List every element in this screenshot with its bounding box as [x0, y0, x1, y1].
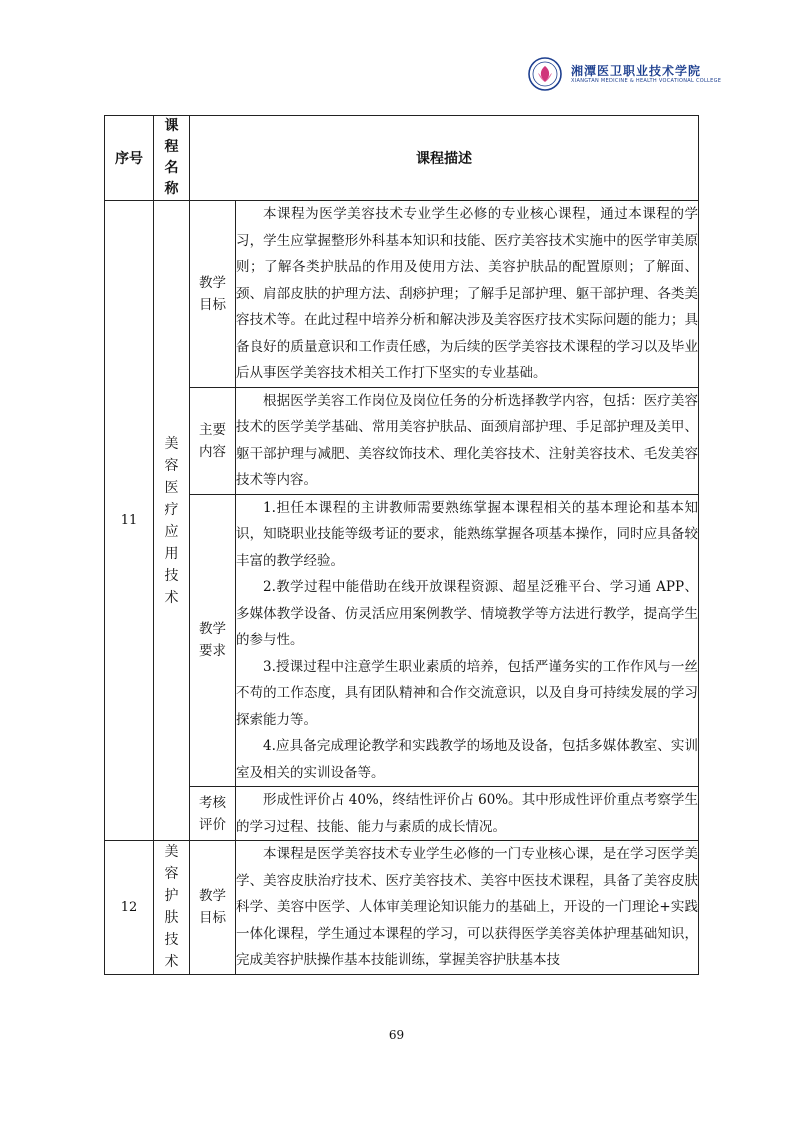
section-description — [236, 494, 699, 787]
section-description — [236, 201, 699, 388]
section-category: 教学目标 — [190, 841, 236, 975]
paragraph: 本课程是医学美容技术专业学生必修的一门专业核心课，是在学习医学美学、美容皮肤治疗技术、医疗美容技术、美容中医技术课程，具备了美容皮肤科学、美容中医学、人体审美理论知识能力的基础上，开设的一门理论+实践一体化课程，学生通过本课程的学习，可以获得医学美容美体护理基础知识，完成美容护肤操作基本技能训练，掌握美容护肤基本技 — [236, 846, 698, 968]
course-number: 12 — [105, 841, 154, 975]
table-row — [105, 494, 699, 787]
section-category: 教学要求 — [190, 494, 236, 787]
page-number: 69 — [388, 1028, 405, 1042]
college-seal-icon — [528, 57, 562, 91]
header-course-name: 课程名称 — [154, 116, 190, 201]
paragraph: 根据医学美容工作岗位及岗位任务的分析选择教学内容，包括：医疗美容技术的医学美学基础、常用美容护肤品、面颈肩部护理、手足部护理及美甲、躯干部护理与减肥、美容纹饰技术、理化美容技术、注射美容技术、毛发美容技术等内容。 — [236, 392, 698, 488]
course-name: 美容护肤技术 — [154, 841, 190, 975]
paragraph: 2.教学过程中能借助在线开放课程资源、超星泛雅平台、学习通 APP、多媒体教学设备、仿灵活应用案例教学、情境教学等方法进行教学，提高学生的参与性。 — [236, 579, 698, 648]
section-description — [236, 841, 699, 975]
section-category: 考核评价 — [190, 787, 236, 841]
course-table — [104, 115, 699, 975]
section-category: 教学目标 — [190, 201, 236, 388]
paragraph: 本课程为医学美容技术专业学生必修的专业核心课程，通过本课程的学习，学生应掌握整形外科基本知识和技能、医疗美容技术实施中的医学审美原则；了解各类护肤品的作用及使用方法、美容护肤品的配置原则；了解面、颈、肩部皮肤的护理方法、刮痧护理；了解手足部护理、躯干部护理、各类美容技术等。在此过程中培养分析和解决涉及美容医疗技术实际问题的能力；具备良好的质量意识和工作责任感，为后续的医学美容技术课程的学习以及毕业后从事医学美容技术相关工作打下坚实的专业基础。 — [236, 206, 698, 381]
table-row — [105, 787, 699, 841]
paragraph: 形成性评价占 40%，终结性评价占 60%。其中形成性评价重点考察学生的学习过程、技能、能力与素质的成长情况。 — [236, 792, 698, 835]
table-header-row — [105, 116, 699, 201]
paragraph: 3.授课过程中注意学生职业素质的培养，包括严谨务实的工作作风与一丝不苟的工作态度，具有团队精神和合作交流意识，以及自身可持续发展的学习探索能力等。 — [236, 658, 698, 728]
paragraph: 1.担任本课程的主讲教师需要熟练掌握本课程相关的基本理论和基本知识，知晓职业技能等级考证的要求，能熟练掌握各项基本操作，同时应具备较丰富的教学经验。 — [236, 499, 698, 569]
college-name: 湘潭医卫职业技术学院 — [571, 64, 702, 78]
course-name: 美容医疗应用技术 — [154, 201, 190, 841]
paragraph: 4.应具备完成理论教学和实践教学的场地及设备，包括多媒体教室、实训室及相关的实训设备等。 — [236, 738, 698, 781]
section-description — [236, 387, 699, 494]
table-row — [105, 201, 699, 388]
section-description — [236, 787, 699, 841]
section-category: 主要内容 — [190, 387, 236, 494]
table-row — [105, 841, 699, 975]
college-name-en: XIANGTAN MEDICINE & HEALTH VOCATIONAL COLLEGE — [571, 78, 722, 84]
header-seq: 序号 — [105, 116, 154, 201]
table-row — [105, 387, 699, 494]
course-number: 11 — [105, 201, 154, 841]
header-description: 课程描述 — [190, 116, 699, 201]
